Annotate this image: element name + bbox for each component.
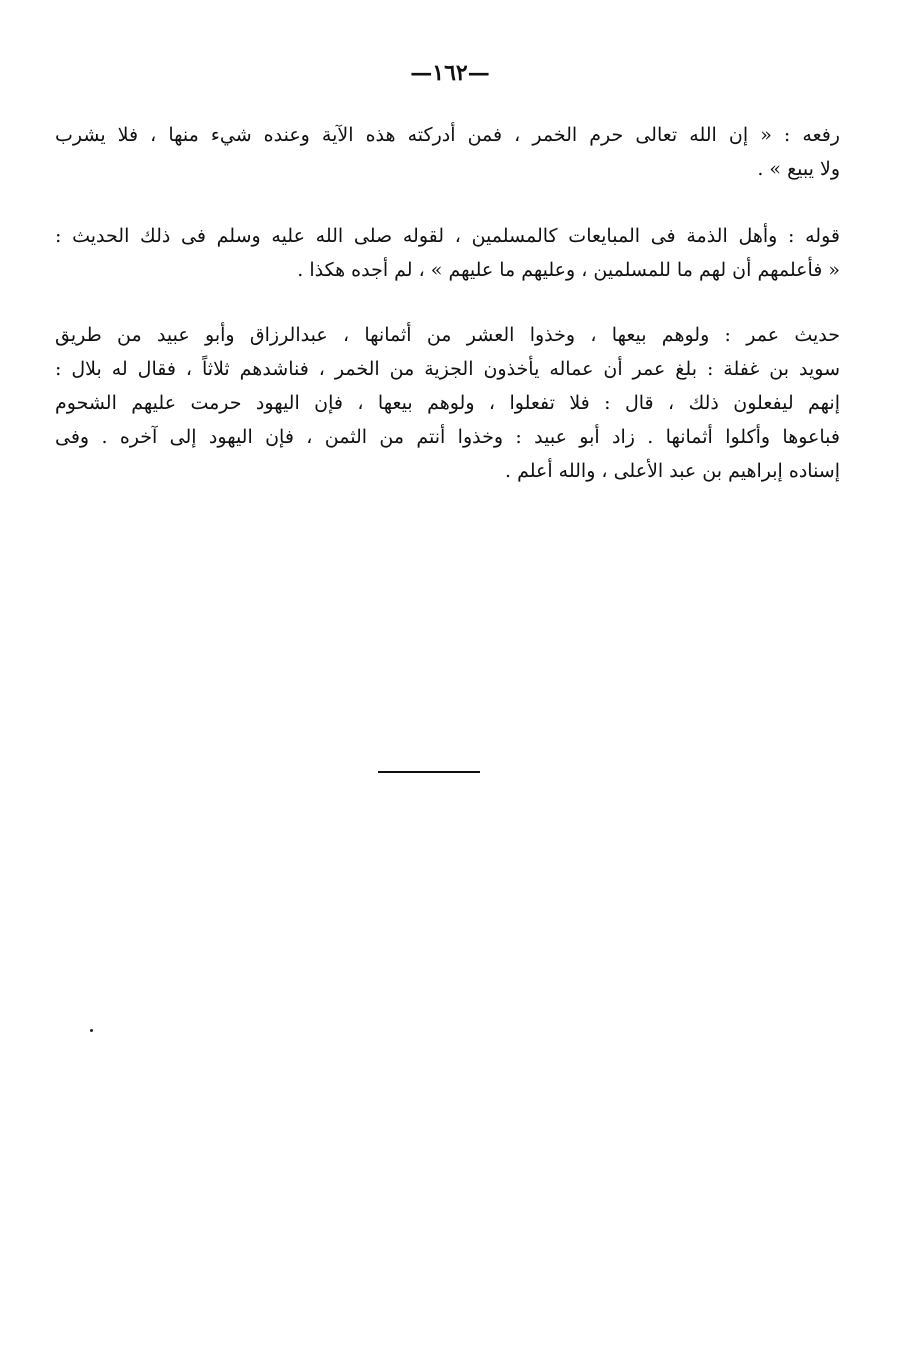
text-line: حديث عمر : ولوهم بيعها ، وخذوا العشر من أثمانها ، عبدالرزاق وأبو عبيد من طريق <box>55 324 840 346</box>
text-line: قوله : وأهل الذمة فى المبايعات كالمسلمين ، لقوله صلى الله عليه وسلم فى ذلك الحديث : <box>55 225 840 247</box>
text-line: رفعه : « إن الله تعالى حرم الخمر ، فمن أدركته هذه الآية وعنده شيء منها ، فلا يشرب <box>55 124 840 146</box>
text-line: سويد بن غفلة : بلغ عمر أن عماله يأخذون الجزية من الخمر ، فناشدهم ثلاثاً ، فقال له بلال : <box>55 358 840 380</box>
text-line: إنهم ليفعلون ذلك ، قال : فلا تفعلوا ، ولوهم بيعها ، فإن اليهود حرمت عليهم الشحوم <box>55 392 840 414</box>
stray-mark <box>90 1029 93 1032</box>
text-line: ولا يبيع » . <box>757 158 840 180</box>
text-line: « فأعلمهم أن لهم ما للمسلمين ، وعليهم ما عليهم » ، لم أجده هكذا . <box>297 259 840 281</box>
section-divider <box>378 771 480 773</box>
paragraph-3 <box>55 318 840 488</box>
paragraph-2 <box>55 219 840 287</box>
page-number: —١٦٢— <box>410 60 490 86</box>
text-line: فباعوها وأكلوا أثمانها . زاد أبو عبيد : وخذوا أنتم من الثمن ، فإن اليهود إلى آخره . وفى <box>55 426 840 448</box>
paragraph-1 <box>55 118 840 186</box>
text-line: إسناده إبراهيم بن عبد الأعلى ، والله أعلم . <box>505 460 840 482</box>
